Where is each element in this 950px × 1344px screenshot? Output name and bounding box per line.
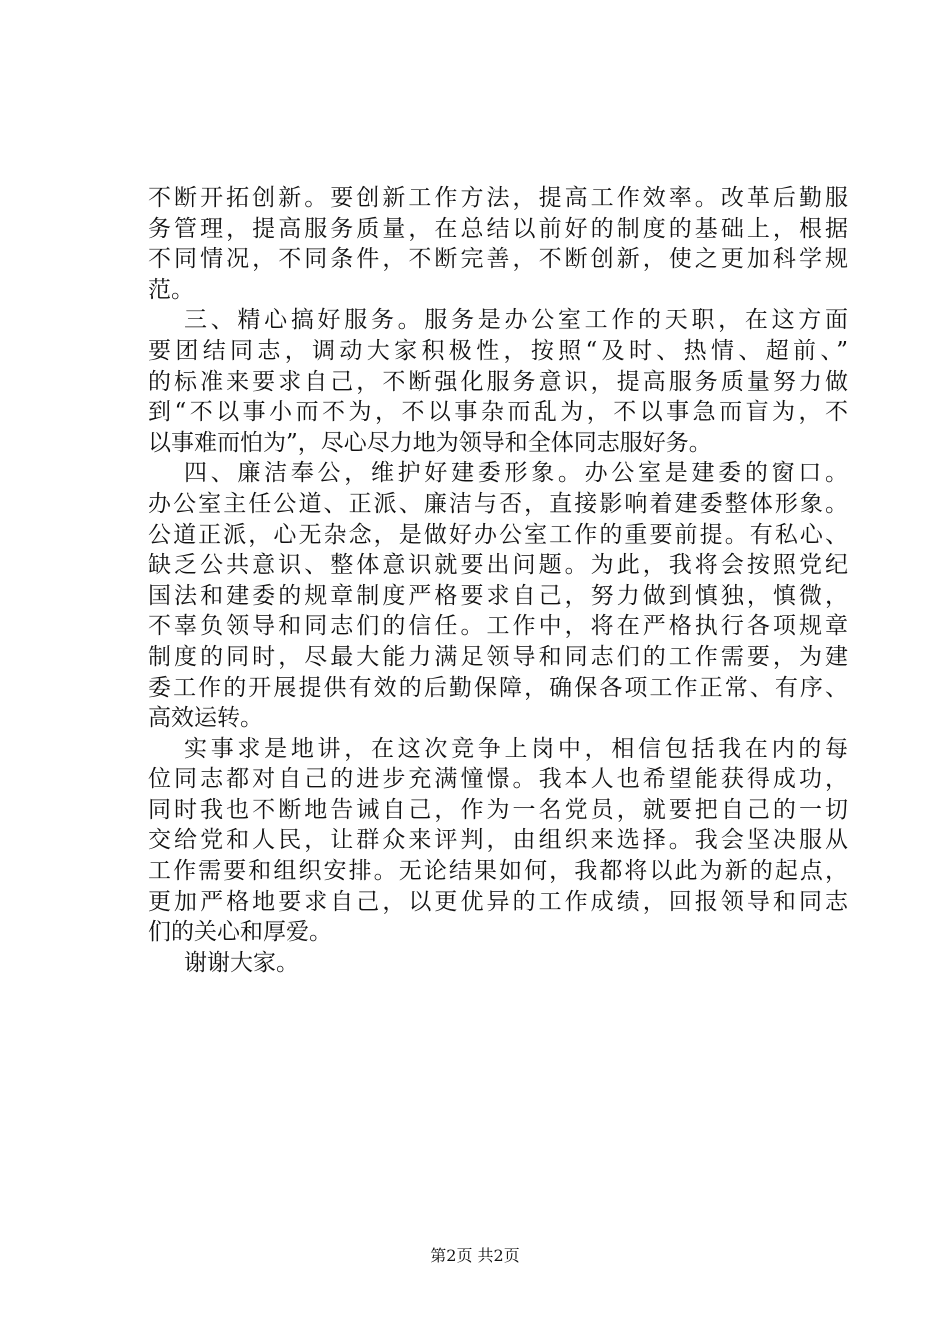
page-number: 第2页 共2页 [430,1246,520,1265]
text-line: 不断开拓创新。要创新工作方法，提高工作效率。改革后勤服 [148,185,848,211]
text-line: 务管理，提高服务质量，在总结以前好的制度的基础上，根据 [148,215,848,242]
text-line: 高效运转。 [148,705,263,732]
text-line: 同时我也不断地告诫自己，作为一名党员，就要把自己的一切 [148,796,848,823]
text-line: 办公室主任公道、正派、廉洁与否，直接影响着建委整体形象。 [148,490,848,517]
text-line: 不同情况，不同条件，不断完善，不断创新，使之更加科学规 [148,246,848,273]
text-line: 们的关心和厚爱。 [148,919,332,946]
paragraph-start-line: 实事求是地讲，在这次竞争上岗中，相信包括我在内的每 [184,735,848,762]
page-footer [0,1246,950,1266]
paragraph-start-line: 四、廉洁奉公，维护好建委形象。办公室是建委的窗口。 [184,460,848,487]
text-line: 不辜负领导和同志们的信任。工作中，将在严格执行各项规章 [148,613,848,640]
text-line: 更加严格地要求自己，以更优异的工作成绩，回报领导和同志 [148,888,848,915]
text-line: 范。 [148,276,194,303]
text-line: 位同志都对自己的进步充满憧憬。我本人也希望能获得成功， [148,766,848,793]
text-line: 以事难而怕为”，尽心尽力地为领导和全体同志服好务。 [148,429,712,456]
text-line: 工作需要和组织安排。无论结果如何，我都将以此为新的起点， [148,858,848,885]
text-line: 委工作的开展提供有效的后勤保障，确保各项工作正常、有序、 [148,674,848,701]
text-line: 公道正派，心无杂念，是做好办公室工作的重要前提。有私心、 [148,521,848,548]
text-line: 到“不以事小而不为，不以事杂而乱为，不以事急而盲为，不 [148,399,848,426]
paragraph-start-line: 三、精心搞好服务。服务是办公室工作的天职，在这方面 [184,307,848,334]
text-line: 国法和建委的规章制度严格要求自己，努力做到慎独，慎微， [148,582,848,609]
text-line: 交给党和人民，让群众来评判，由组织来选择。我会坚决服从 [148,827,848,854]
text-line: 制度的同时，尽最大能力满足领导和同志们的工作需要，为建 [148,643,848,670]
text-line: 的标准来要求自己，不断强化服务意识，提高服务质量努力做 [148,368,848,395]
closing-line: 谢谢大家。 [184,949,299,976]
body-text [148,183,848,978]
text-line: 缺乏公共意识、整体意识就要出问题。为此，我将会按照党纪 [148,552,848,579]
text-line: 要团结同志，调动大家积极性，按照“及时、热情、超前、” [148,337,848,364]
